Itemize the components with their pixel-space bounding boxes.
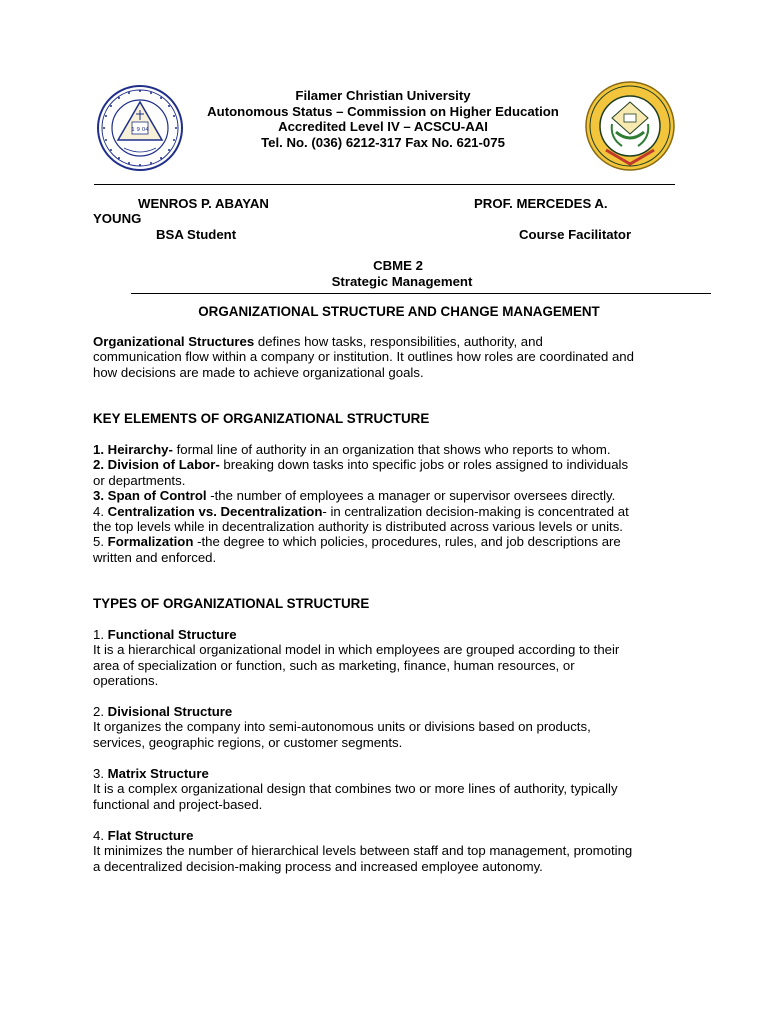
course-title: Strategic Management	[331, 274, 473, 289]
item-text: services, geographic regions, or customer segments.	[93, 734, 403, 750]
item-text: It is a hierarchical organizational model in which employees are grouped according to their	[93, 642, 620, 658]
list-item	[93, 504, 683, 519]
item-number: 5.	[93, 534, 104, 550]
facilitator-name-continued: YOUNG	[93, 211, 142, 226]
student-name: WENROS P. ABAYAN	[138, 196, 269, 211]
item-text-continued: or departments.	[93, 472, 186, 488]
item-text: functional and project-based.	[93, 796, 263, 812]
item-number: 2.	[93, 457, 104, 473]
document-title: ORGANIZATIONAL STRUCTURE AND CHANGE MANAGEMENT	[198, 304, 600, 319]
list-item	[93, 457, 683, 472]
item-text: -the degree to which policies, procedures, rules, and job descriptions are	[193, 534, 621, 550]
facilitator-name: PROF. MERCEDES A.	[474, 196, 608, 211]
type-functional	[93, 627, 683, 689]
university-status: Autonomous Status – Commission on Higher Education	[207, 103, 559, 119]
item-term: Formalization	[107, 534, 194, 550]
item-text: operations.	[93, 673, 159, 689]
course-divider	[131, 293, 711, 294]
type-matrix	[93, 766, 683, 812]
list-item	[93, 442, 683, 457]
item-term: Divisional Structure	[107, 704, 233, 719]
type-flat	[93, 828, 683, 874]
college-seal-icon	[584, 80, 676, 172]
item-text: -the number of employees a manager or supervisor oversees directly.	[206, 488, 616, 504]
university-accreditation: Accredited Level IV – ACSCU-AAI	[278, 119, 488, 135]
item-term: Flat Structure	[107, 828, 194, 843]
university-header	[180, 88, 586, 150]
key-elements-list	[93, 442, 683, 565]
item-term: Matrix Structure	[107, 766, 209, 781]
item-text: formal line of authority in an organization that shows who reports to whom.	[172, 442, 611, 457]
course-code: CBME 2	[373, 258, 423, 273]
header-divider	[94, 184, 675, 185]
item-number: 1.	[93, 627, 104, 642]
item-text: It minimizes the number of hierarchical levels between staff and top management, promoting	[93, 843, 633, 859]
university-name: Filamer Christian University	[295, 88, 471, 103]
item-text: It organizes the company into semi-autonomous units or divisions based on products,	[93, 719, 591, 735]
intro-term: Organizational Structures	[93, 334, 255, 349]
item-term: Functional Structure	[107, 627, 237, 642]
key-elements-heading: KEY ELEMENTS OF ORGANIZATIONAL STRUCTURE	[93, 411, 430, 426]
item-number: 4.	[93, 503, 104, 519]
university-contact: Tel. No. (036) 6212-317 Fax No. 621-075	[261, 134, 505, 150]
item-text: breaking down tasks into specific jobs or roles assigned to individuals	[219, 457, 629, 473]
list-item	[93, 488, 683, 503]
item-text: a decentralized decision-making process and increased employee autonomy.	[93, 858, 543, 874]
item-number: 1.	[93, 442, 104, 457]
intro-text: communication flow within a company or institution. It outlines how roles are coordinated and	[93, 349, 634, 365]
item-text: - in centralization decision-making is concentrated at	[322, 503, 629, 519]
item-text-continued: the top levels while in decentralization authority is distributed across various levels or units.	[93, 519, 623, 535]
item-text-continued: written and enforced.	[93, 549, 217, 565]
intro-text: how decisions are made to achieve organizational goals.	[93, 364, 424, 380]
item-number: 4.	[93, 828, 104, 843]
item-term: Division of Labor-	[107, 457, 220, 473]
svg-text:1 9 04: 1 9 04	[131, 127, 149, 133]
facilitator-role: Course Facilitator	[519, 227, 632, 242]
item-number: 3.	[93, 766, 104, 781]
types-heading: TYPES OF ORGANIZATIONAL STRUCTURE	[93, 596, 370, 611]
item-text: area of specialization or function, such as marketing, finance, human resources, or	[93, 657, 575, 673]
student-role: BSA Student	[156, 227, 237, 242]
item-number: 3.	[93, 488, 104, 504]
type-divisional	[93, 704, 683, 750]
item-number: 2.	[93, 704, 104, 719]
list-item	[93, 534, 683, 549]
item-term: Centralization vs. Decentralization	[107, 503, 323, 519]
item-term: Heirarchy-	[107, 442, 173, 457]
intro-paragraph	[93, 334, 683, 380]
item-text: It is a complex organizational design that combines two or more lines of authority, typically	[93, 781, 618, 797]
item-term: Span of Control	[107, 488, 207, 504]
intro-text: defines how tasks, responsibilities, authority, and	[254, 334, 543, 349]
university-seal-icon	[96, 84, 184, 172]
